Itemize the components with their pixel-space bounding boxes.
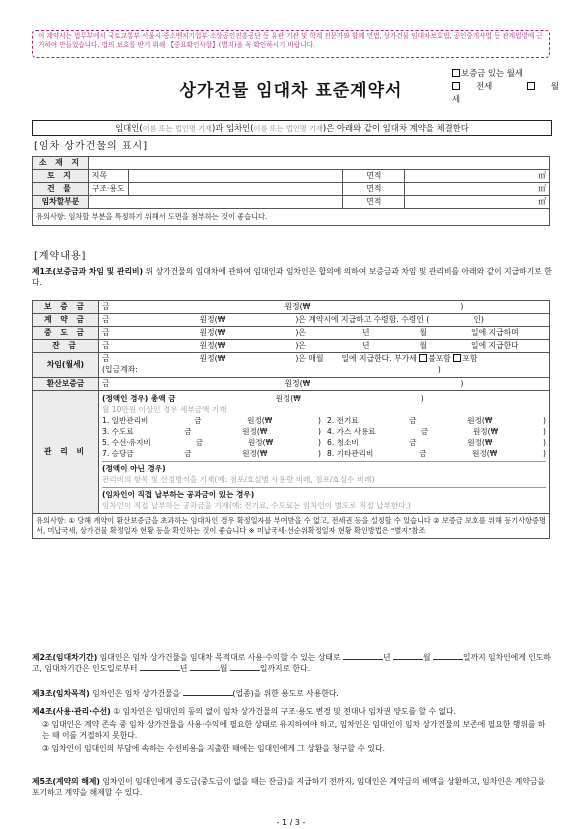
landlord-name-field[interactable]: 이름 또는 법인명 기재: [142, 124, 212, 133]
label-leased-part: 임차할부분: [33, 196, 89, 209]
geum-label: 금: [102, 354, 110, 364]
document-title: 상가건물 임대차 표준계약서: [179, 81, 403, 101]
won-label: 원정(₩: [275, 394, 301, 403]
label-down-payment: 계 약 금: [33, 314, 99, 327]
mgmt-item-label: 4. 가스 사용료: [327, 427, 376, 436]
day-label: 일에 지급한다: [471, 340, 519, 350]
option-label: 월세: [452, 81, 559, 104]
article-5: [32, 776, 552, 798]
land-area-field[interactable]: [405, 170, 550, 183]
geum-label: 금: [409, 438, 417, 447]
label-balance: 잔 금: [33, 340, 99, 353]
month-label: 월: [419, 327, 428, 337]
close-label: ): [420, 394, 424, 403]
article-2-text: 일까지 임차인에게 인도하고, 임대차기간은 인도일로부터: [32, 653, 551, 673]
parties-line: [32, 120, 552, 136]
article-4: [32, 706, 552, 754]
won-label: 원정(₩: [199, 314, 226, 324]
geum-label: 금: [102, 327, 110, 337]
deposit-field[interactable]: [99, 301, 550, 314]
vat-excluded-label: 불포함: [428, 354, 451, 364]
mgmt-not-fixed-label: (정액이 아닌 경우): [102, 464, 166, 473]
mgmt-item[interactable]: [102, 415, 321, 426]
mgmt-item[interactable]: [102, 448, 321, 459]
rent-day-label: 일에 지급한다. 부가세: [341, 354, 417, 364]
article-1: [32, 266, 552, 288]
mgmt-direct-label: (임차인이 직접 납부하는 공과금이 있는 경우): [102, 490, 255, 499]
term-year-field[interactable]: [140, 670, 180, 671]
label-mid-payment: 중 도 금: [33, 327, 99, 340]
mgmt-item-label: 3. 수도료: [102, 427, 134, 436]
article-3-head: 제3조(임차목적): [32, 689, 90, 698]
close-label: ): [318, 427, 321, 436]
won-label: 원정(₩: [242, 427, 268, 436]
mid-payment-field[interactable]: [99, 327, 550, 340]
parties-text: 임대인(: [115, 123, 143, 133]
leased-part-field[interactable]: [88, 196, 342, 209]
article-2-text: 임대인은 임차 상가건물을 임대차 목적대로 사용·수익할 수 있는 상태로: [97, 653, 341, 662]
close-label: ): [543, 416, 546, 425]
year-label: 년: [179, 664, 188, 673]
mgmt-over-note: 월 10만원 이상인 경우 세부금액 기재: [102, 405, 227, 414]
won-label: 원정(₩: [199, 354, 226, 364]
geum-label: 금: [194, 416, 202, 425]
article-3: [32, 688, 552, 699]
mgmt-items: [102, 415, 546, 459]
page-number: - 1 / 3 -: [276, 818, 306, 827]
mgmt-item[interactable]: [102, 426, 321, 437]
close-label: ): [460, 301, 464, 311]
label-area: 면적: [343, 170, 405, 183]
option-label: 보증금 있는 월세: [461, 68, 523, 78]
mgmt-item-label: 5. 수선·유지비: [102, 438, 151, 447]
location-field[interactable]: [88, 157, 549, 170]
article-2-text: 일까지로 한다.: [259, 664, 311, 673]
mgmt-item[interactable]: [102, 437, 321, 448]
deliver-day-field[interactable]: [433, 659, 463, 660]
tenant-name-field[interactable]: 이름 또는 법인명 기재: [253, 124, 323, 133]
won-label: 원정(₩: [472, 427, 499, 436]
checkbox-icon[interactable]: [419, 354, 427, 362]
geum-label: 금: [184, 449, 192, 458]
geum-label: 금: [420, 427, 429, 436]
article-4-p1: ① 임차인은 임대인의 동의 없이 임차 상가건물의 구조·용도 변경 및 전대나 임차권 양도를 할 수 없다.: [110, 707, 457, 716]
balance-field[interactable]: [99, 340, 550, 353]
geum-label: 금: [102, 314, 110, 324]
vat-included-label: 포함: [462, 354, 478, 364]
checkbox-icon[interactable]: [452, 69, 460, 77]
mgmt-item-label: 7. 승당금: [102, 449, 134, 458]
year-label: 년: [361, 340, 370, 350]
article-3-text: 임차인은 임차 상가건물을: [89, 689, 181, 698]
label-deposit: 보 증 금: [33, 301, 99, 314]
mgmt-item[interactable]: [327, 437, 546, 448]
term-day-field[interactable]: [230, 670, 260, 671]
mgmt-item[interactable]: [327, 448, 546, 459]
geum-label: 금: [419, 449, 427, 458]
close-label: ): [543, 427, 546, 436]
year-label: 년: [361, 327, 370, 337]
won-label: 원정(₩: [284, 378, 311, 388]
unit-label: ㎡: [538, 170, 546, 180]
payment-note: 유의사항: ① 당해 계약이 환산보증금을 초과하는 임대차인 경우 확정일자를 부여받을 수 없고, 전세권 등을 설정할 수 있습니다 ② 보증금 보호를 위해 등기사항증명서, 미납국세, 상가건물 확정일자 현황 등을 확인하는 것이 좋습니다 ※ 미납국세·선순위확정일자 현황 확인방법은 "별지"참조: [33, 514, 550, 539]
management-fee-field[interactable]: [99, 391, 550, 514]
won-label: 원정(₩: [242, 449, 268, 458]
label-rent: 차임(월세): [33, 353, 99, 378]
mid-tail-label: )은: [295, 327, 306, 337]
term-month-field[interactable]: [190, 670, 220, 671]
business-type-field[interactable]: [183, 695, 233, 696]
rent-field[interactable]: [99, 353, 550, 378]
checkbox-icon[interactable]: [453, 354, 461, 362]
leased-area-field[interactable]: [405, 196, 550, 209]
month-label: 월: [423, 653, 431, 662]
close-label: ): [460, 378, 464, 388]
mid-tail-label: )은: [295, 340, 306, 350]
won-label: 원정(₩: [467, 416, 493, 425]
label-converted-deposit: 환산보증금: [33, 378, 99, 391]
article-4-p2: ② 임대인은 계약 존속 중 임차 상가건물을 사용·수익에 필요한 상태로 유지하여야 하고, 임차인은 임대인이 임차 상가건물의 보존에 필요한 행위를 하는 때 이를 거절하지 못한다.: [42, 720, 546, 740]
article-3-text: (업종)을 위한 용도로 사용한다.: [232, 689, 339, 698]
label-management-fee: 관 리 비: [33, 391, 99, 514]
day-label: 일에 지급하며: [471, 327, 519, 337]
mgmt-item-label: 6. 청소비: [327, 438, 359, 447]
label-land: 토 지: [33, 170, 89, 183]
article-5-text: 임차인이 임대인에게 중도금(중도금이 없을 때는 잔금)을 지급하기 전까지, 임대인은 계약금의 배액을 상환하고, 임차인은 계약금을 포기하고 계약을 해제할 수 있다.: [32, 777, 545, 797]
month-label: 월: [419, 340, 428, 350]
article-1-text: 위 상가건물의 임대차에 관하여 임대인과 임차인은 합의에 의하여 보증금과 차임 및 관리비를 아래와 같이 지급하기로 한다.: [32, 267, 552, 287]
close-label: ): [318, 449, 321, 458]
article-4-head: 제4조(사용·관리·수선): [32, 707, 111, 716]
in-label: 인): [473, 314, 484, 324]
geum-label: 금: [102, 301, 110, 311]
section-contract-heading: [계약내용]: [34, 251, 87, 262]
geum-label: 금: [409, 416, 417, 425]
label-area: 면적: [343, 196, 405, 209]
mgmt-fixed-label: (정액인 경우) 총액 금: [102, 394, 176, 403]
option-deposit-monthly[interactable]: [452, 67, 582, 80]
parties-text: )은 아래와 같이 임대차 계약을 체결한다: [322, 123, 469, 133]
label-building: 건 물: [33, 183, 89, 196]
unit-label: ㎡: [538, 196, 546, 206]
won-label: 원정(₩: [247, 438, 274, 447]
property-table: [32, 156, 550, 226]
month-label: 월: [219, 664, 228, 673]
account-label: (입금계좌:: [102, 365, 138, 374]
article-5-head: 제5조(계약의 해제): [32, 777, 100, 786]
geum-label: 금: [195, 438, 204, 447]
close-label: ): [318, 438, 321, 447]
geum-label: 금: [184, 427, 192, 436]
label-location: 소 재 지: [33, 157, 89, 170]
unit-label: ㎡: [538, 183, 546, 193]
property-note: 유의사항: 임차할 부분을 특정하기 위해서 도면을 첨부하는 것이 좋습니다.: [33, 209, 550, 226]
close-label: ): [543, 449, 546, 458]
building-area-field[interactable]: [405, 183, 550, 196]
label-land-type: 지목: [88, 170, 128, 183]
close-label: ): [437, 365, 441, 374]
won-label: 원정(₩: [284, 301, 311, 311]
notice-box: [32, 30, 550, 58]
label-structure: 구조·용도: [88, 183, 128, 196]
mgmt-item[interactable]: [327, 415, 546, 426]
article-2: [32, 652, 552, 674]
won-label: 원정(₩: [247, 416, 273, 425]
mgmt-item-label: 1. 일반관리비: [102, 416, 149, 425]
won-label: 원정(₩: [199, 340, 226, 350]
won-label: 원정(₩: [472, 449, 498, 458]
deliver-year-field[interactable]: [343, 659, 383, 660]
year-label: 년: [382, 653, 391, 662]
deliver-month-field[interactable]: [393, 659, 423, 660]
converted-deposit-field[interactable]: [99, 378, 550, 391]
won-label: 원정(₩: [199, 327, 226, 337]
option-label: 전세: [476, 81, 493, 91]
mgmt-item-label: 8. 기타관리비: [327, 449, 374, 458]
mgmt-item[interactable]: [327, 426, 546, 437]
structure-field[interactable]: [128, 183, 343, 196]
label-area: 면적: [343, 183, 405, 196]
close-label: ): [318, 416, 321, 425]
mgmt-direct-field[interactable]: 임차인이 직접 납부하는 공과금을 기재(예: 전기료, 수도료는 임차인이 별도로 직접 납부한다.): [102, 501, 411, 510]
geum-label: 금: [102, 340, 110, 350]
article-2-head: 제2조(임대차기간): [32, 653, 98, 662]
section-property-heading: [임차 상가건물의 표시]: [34, 141, 149, 152]
parties-text: )과 임차인(: [211, 123, 254, 133]
payment-table: [32, 300, 550, 539]
down-payment-field[interactable]: [99, 314, 550, 327]
geum-label: 금: [102, 378, 110, 388]
down-tail-label: )은 계약시에 지급하고 수령함. 수령인 (: [295, 314, 430, 324]
notice-text: 이 계약서는 법무부에서 국토교통부·서울시·중소벤처기업부·소상공인진흥공단 등 유관 기관 및 학계 전문가와 함께 민법, 상가건물 임대차보호법, 공인중개사법 등 관계법령에 근거하여 만들었습니다. 법의 보호를 받기 위해 【중요확인사항】(별지)을 꼭 확인하시기 바랍니다.: [38, 32, 543, 49]
close-label: ): [543, 438, 546, 447]
rent-tail-label: )은 매월: [295, 354, 324, 364]
article-4-p3: ③ 임차인이 임대인의 부담에 속하는 수선비용을 지출한 때에는 임대인에게 그 상환을 청구할 수 있다.: [42, 744, 385, 753]
won-label: 원정(₩: [467, 438, 493, 447]
mgmt-not-fixed-field[interactable]: 관리비의 항목 및 산정방식을 기재(예: 점포/효실별 사용량 비례, 점포/효실수 비례): [102, 475, 375, 484]
land-type-field[interactable]: [128, 170, 343, 183]
mgmt-item-label: 2. 전기료: [327, 416, 359, 425]
article-1-head: 제1조(보증금과 차임 및 관리비): [32, 267, 144, 276]
